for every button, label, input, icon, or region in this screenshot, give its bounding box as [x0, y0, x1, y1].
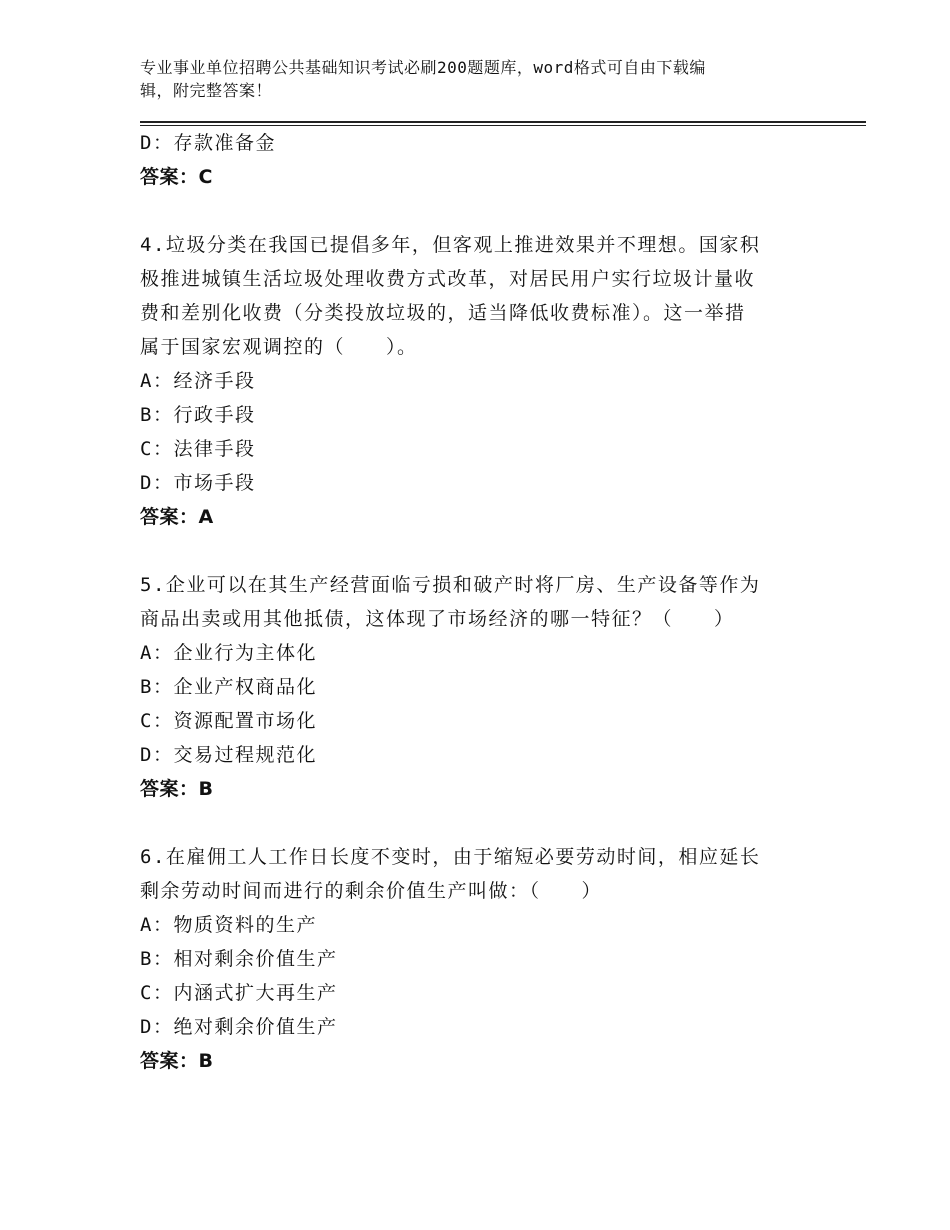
- option-b: B：相对剩余价值生产: [140, 948, 338, 970]
- question-6: [140, 840, 820, 1078]
- spacer: [140, 806, 820, 840]
- document-body: [140, 126, 820, 1078]
- option-b: B：企业产权商品化: [140, 676, 317, 698]
- question-stem-line: 属于国家宏观调控的（ ）。: [140, 336, 418, 358]
- spacer: [140, 194, 820, 228]
- option-c: C：内涵式扩大再生产: [140, 982, 338, 1004]
- spacer: [140, 534, 820, 568]
- question-stem-line: 5.企业可以在其生产经营面临亏损和破产时将厂房、生产设备等作为: [140, 574, 761, 596]
- answer-line: 答案：B: [140, 778, 214, 800]
- option-b: B：行政手段: [140, 404, 256, 426]
- question-stem-line: 4.垃圾分类在我国已提倡多年，但客观上推进效果并不理想。国家积: [140, 234, 761, 256]
- option-c: C：法律手段: [140, 438, 256, 460]
- option-a: A：经济手段: [140, 370, 256, 392]
- answer-line: 答案：C: [140, 166, 213, 188]
- header-line-1: 专业事业单位招聘公共基础知识考试必刷200题题库，word格式可自由下载编: [140, 58, 706, 77]
- question-stem-line: 剩余劳动时间而进行的剩余价值生产叫做：（ ）: [140, 880, 603, 902]
- question-stem-line: 6.在雇佣工人工作日长度不变时，由于缩短必要劳动时间，相应延长: [140, 846, 761, 868]
- question-stem-line: 极推进城镇生活垃圾处理收费方式改革，对居民用户实行垃圾计量收: [140, 268, 756, 290]
- option-c: C：资源配置市场化: [140, 710, 317, 732]
- header-rule-thick: [140, 121, 866, 123]
- question-4: [140, 228, 820, 534]
- page-header: [140, 56, 780, 102]
- answer-line: 答案：B: [140, 1050, 214, 1072]
- option-d: D：市场手段: [140, 472, 256, 494]
- previous-question-tail: [140, 126, 820, 194]
- option-d: D：绝对剩余价值生产: [140, 1016, 338, 1038]
- question-5: [140, 568, 820, 806]
- header-line-2: 辑，附完整答案！: [140, 81, 273, 100]
- answer-line: 答案：A: [140, 506, 214, 528]
- option-d: D：交易过程规范化: [140, 744, 317, 766]
- question-stem-line: 费和差别化收费（分类投放垃圾的，适当降低收费标准）。这一举措: [140, 302, 746, 324]
- option-a: A：物质资料的生产: [140, 914, 317, 936]
- question-stem-line: 商品出卖或用其他抵债，这体现了市场经济的哪一特征？（ ）: [140, 608, 735, 630]
- option-d: D：存款准备金: [140, 132, 276, 154]
- option-a: A：企业行为主体化: [140, 642, 317, 664]
